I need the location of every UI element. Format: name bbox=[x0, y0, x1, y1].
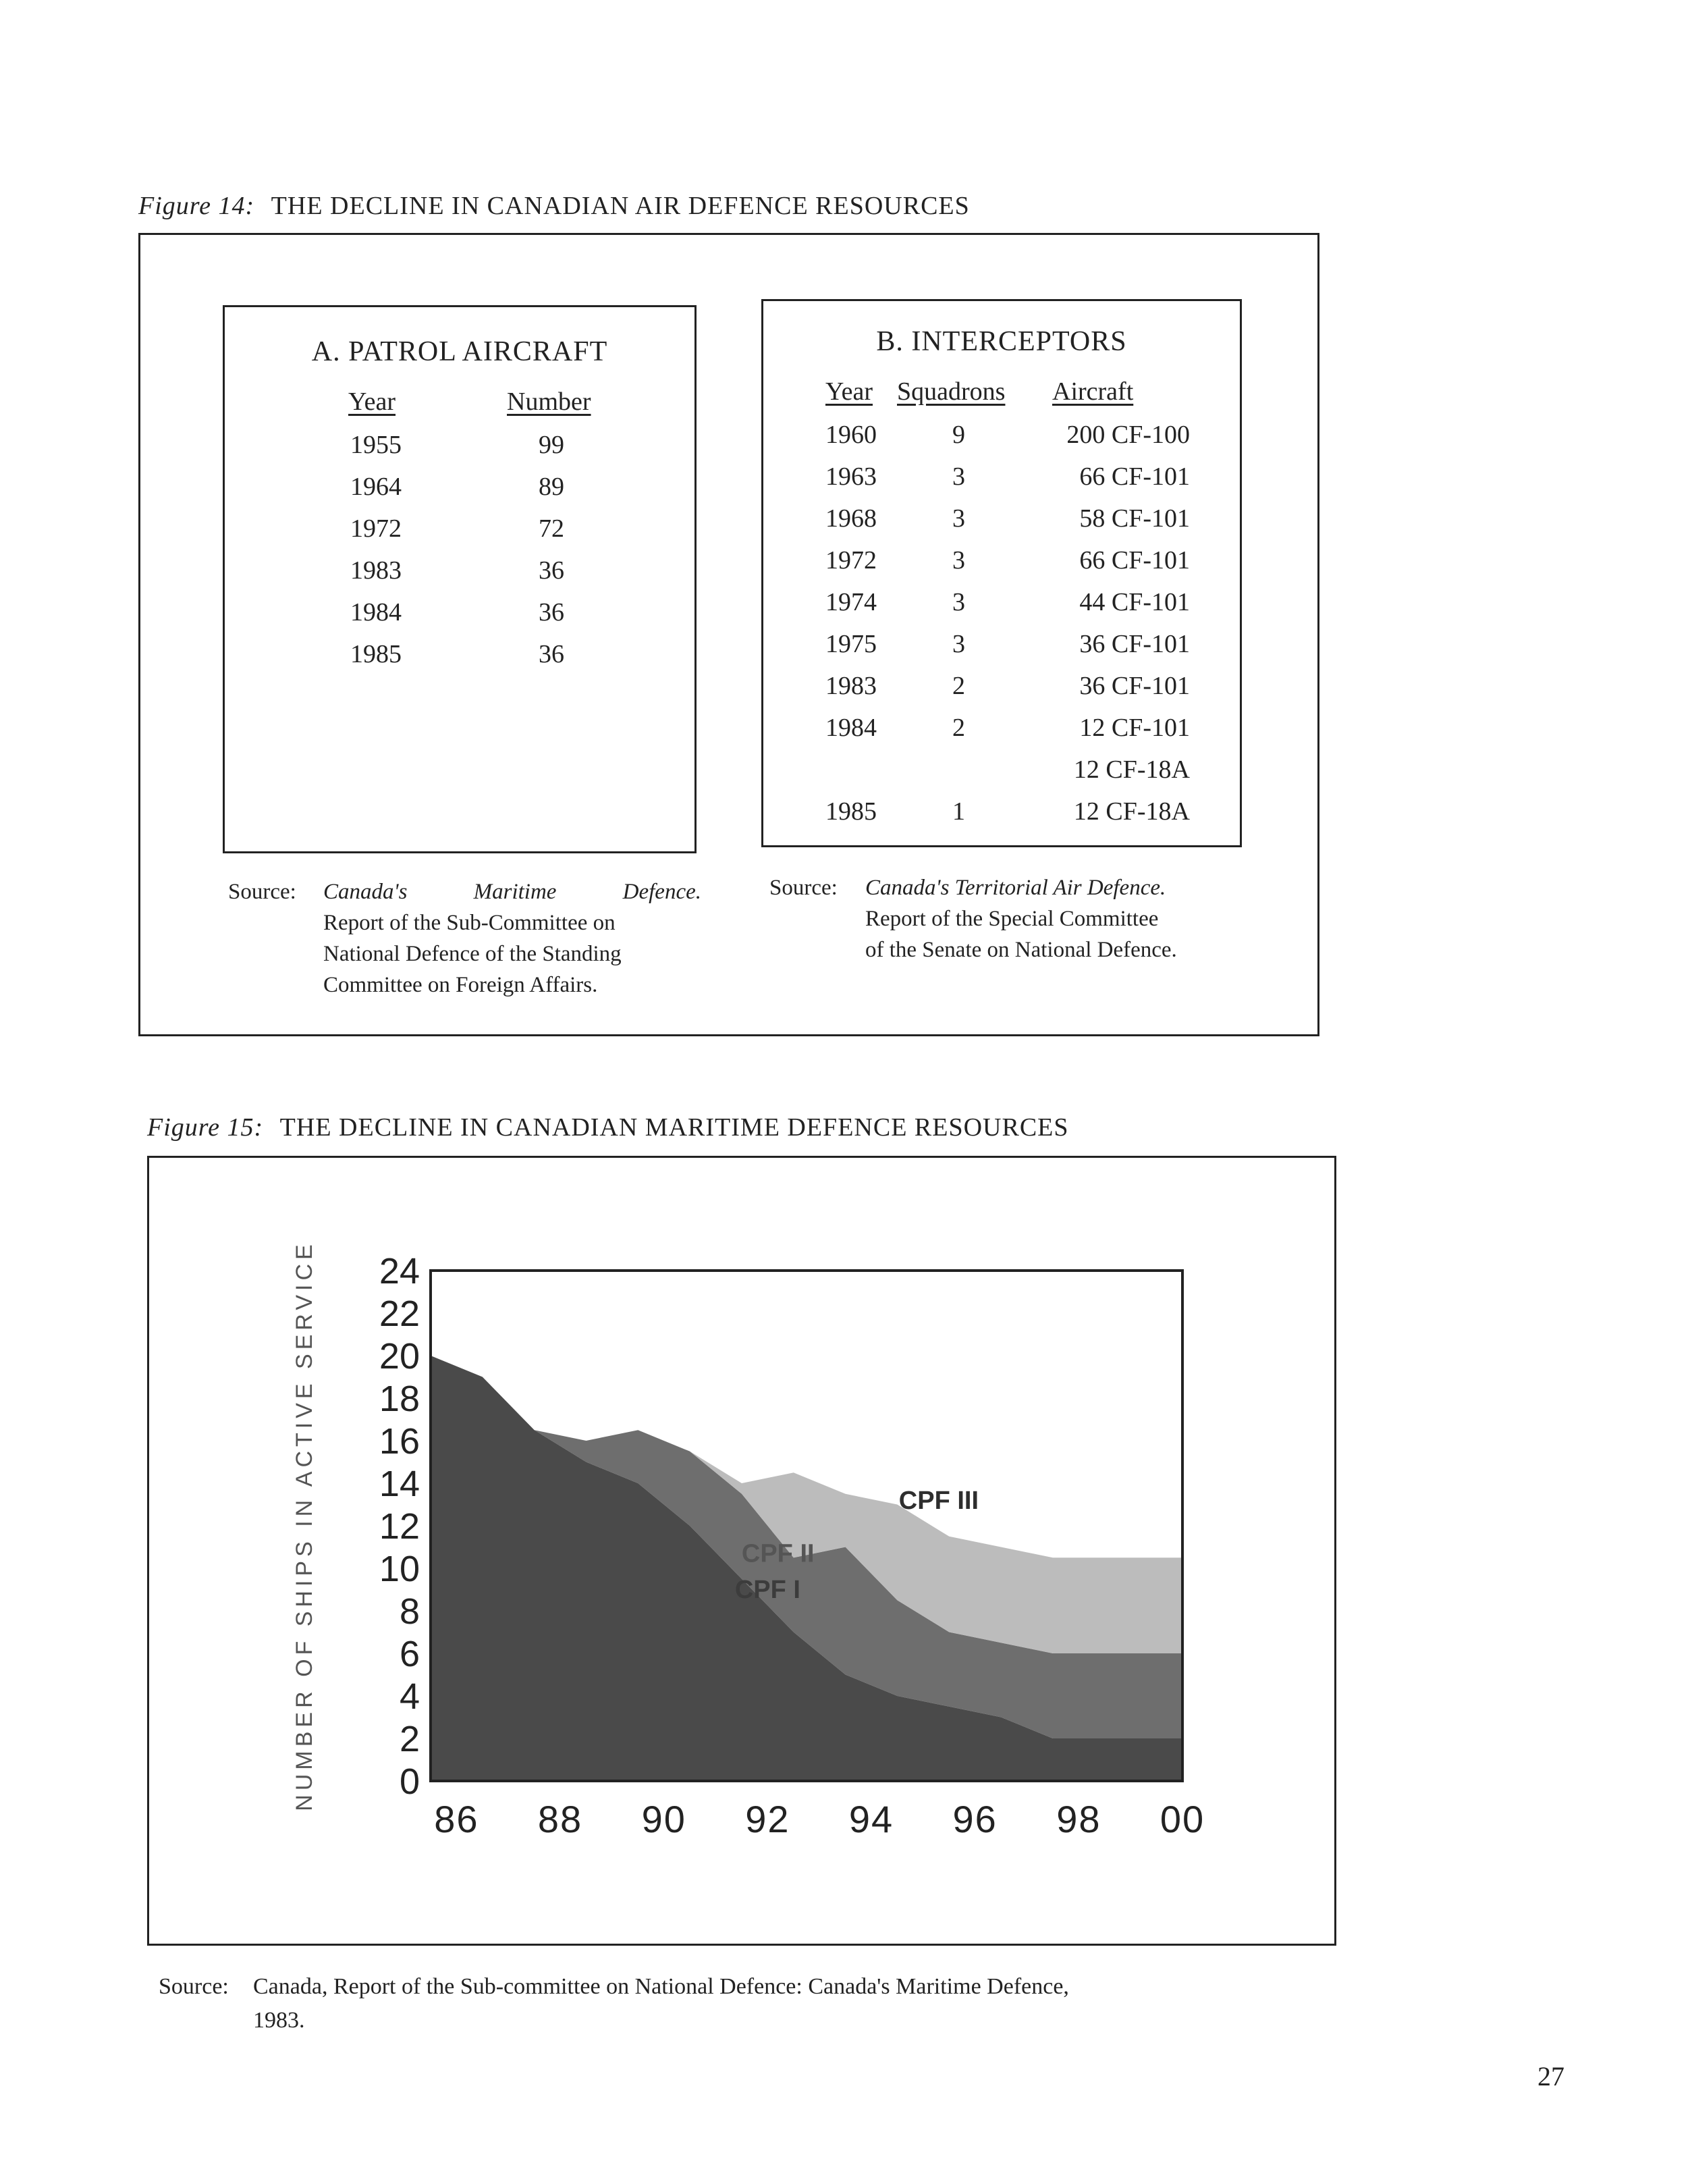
interceptor-year-cell: 1984 bbox=[825, 714, 877, 742]
figure15-source bbox=[159, 1970, 1306, 2044]
interceptor-year-cell: 1974 bbox=[825, 588, 877, 616]
interceptor-squadrons-cell: 3 bbox=[952, 630, 965, 658]
patrol-year-cell: 1983 bbox=[350, 556, 402, 585]
interceptor-year-cell: 1960 bbox=[825, 421, 877, 449]
patrol-header-year: Year bbox=[348, 388, 396, 416]
figure15-source-label: Source: bbox=[159, 1974, 229, 1999]
figure15-source-line-1: Canada, Report of the Sub-committee on National Defence: Canada's Maritime Defence, bbox=[253, 1974, 1069, 1999]
y-axis-label: NUMBER OF SHIPS IN ACTIVE SERVICE bbox=[292, 1240, 317, 1811]
y-tick-label: 14 bbox=[379, 1464, 420, 1504]
interceptors-source-label: Source: bbox=[769, 876, 838, 900]
interceptors-header-squadrons: Squadrons bbox=[897, 377, 1006, 406]
interceptors-title: B. INTERCEPTORS bbox=[876, 326, 1127, 357]
x-tick-label: 00 bbox=[1160, 1798, 1205, 1840]
patrol-source-line-2: National Defence of the Standing bbox=[323, 942, 622, 966]
y-tick-label: 16 bbox=[379, 1421, 420, 1462]
interceptor-squadrons-cell: 1 bbox=[952, 797, 965, 826]
patrol-year-cell: 1985 bbox=[350, 640, 402, 668]
interceptor-aircraft-cell: 200 CF-100 bbox=[1066, 421, 1190, 449]
patrol-number-cell: 36 bbox=[539, 598, 564, 627]
figure15-source-line-2: 1983. bbox=[253, 2008, 305, 2033]
interceptor-aircraft-cell: 12 CF-18A bbox=[1073, 755, 1190, 784]
y-tick-label: 2 bbox=[399, 1719, 420, 1759]
interceptor-aircraft-cell: 66 CF-101 bbox=[1079, 462, 1190, 491]
patrol-year-cell: 1984 bbox=[350, 598, 402, 627]
page-number: 27 bbox=[1537, 2061, 1564, 2092]
y-tick-label: 4 bbox=[399, 1676, 420, 1717]
y-tick-label: 10 bbox=[379, 1549, 420, 1589]
patrol-source-line-1: Report of the Sub-Committee on bbox=[323, 911, 616, 935]
patrol-source-label: Source: bbox=[228, 880, 296, 904]
patrol-year-cell: 1964 bbox=[350, 473, 402, 501]
x-tick-label: 94 bbox=[848, 1798, 894, 1840]
interceptors-panel bbox=[761, 299, 1242, 847]
patrol-number-cell: 72 bbox=[539, 514, 564, 543]
figure14-title-text: THE DECLINE IN CANADIAN AIR DEFENCE RESOURCES bbox=[271, 192, 970, 220]
interceptor-squadrons-cell: 3 bbox=[952, 462, 965, 491]
x-tick-label: 88 bbox=[537, 1798, 583, 1840]
y-tick-label: 8 bbox=[399, 1591, 420, 1632]
interceptors-header-aircraft: Aircraft bbox=[1052, 377, 1134, 406]
y-tick-label: 20 bbox=[379, 1336, 420, 1377]
x-tick-label: 98 bbox=[1056, 1798, 1101, 1840]
interceptor-squadrons-cell: 2 bbox=[952, 672, 965, 700]
label-cpf-iii: CPF III bbox=[898, 1486, 979, 1515]
patrol-aircraft-panel bbox=[223, 305, 697, 853]
figure14-title bbox=[138, 191, 970, 221]
patrol-source bbox=[228, 876, 701, 1011]
patrol-source-line-3: Committee on Foreign Affairs. bbox=[323, 973, 598, 997]
interceptors-source-title: Canada's Territorial Air Defence. bbox=[865, 876, 1166, 900]
interceptor-year-cell: 1985 bbox=[825, 797, 877, 826]
interceptors-source-line-1: Report of the Special Committee bbox=[865, 907, 1159, 931]
patrol-aircraft-title: A. PATROL AIRCRAFT bbox=[311, 336, 608, 367]
interceptor-year-cell: 1968 bbox=[825, 504, 877, 533]
patrol-year-cell: 1972 bbox=[350, 514, 402, 543]
patrol-source-title: Canada's Maritime Defence. bbox=[323, 880, 701, 904]
patrol-number-cell: 89 bbox=[539, 473, 564, 501]
interceptor-squadrons-cell: 3 bbox=[952, 546, 965, 575]
interceptors-source-line-2: of the Senate on National Defence. bbox=[865, 938, 1177, 962]
interceptor-aircraft-cell: 44 CF-101 bbox=[1079, 588, 1190, 616]
maritime-area-chart bbox=[256, 1235, 1228, 1857]
interceptor-aircraft-cell: 12 CF-101 bbox=[1079, 714, 1190, 742]
interceptor-squadrons-cell: 9 bbox=[952, 421, 965, 449]
interceptor-squadrons-cell: 3 bbox=[952, 588, 965, 616]
y-tick-label: 0 bbox=[399, 1761, 420, 1802]
y-tick-label: 18 bbox=[379, 1379, 420, 1419]
x-tick-label: 96 bbox=[952, 1798, 998, 1840]
interceptor-aircraft-cell: 12 CF-18A bbox=[1073, 797, 1190, 826]
interceptor-aircraft-cell: 58 CF-101 bbox=[1079, 504, 1190, 533]
y-tick-label: 22 bbox=[379, 1294, 420, 1334]
interceptor-squadrons-cell: 3 bbox=[952, 504, 965, 533]
interceptor-year-cell: 1963 bbox=[825, 462, 877, 491]
interceptors-header-year: Year bbox=[825, 377, 873, 406]
label-cpf-i: CPF I bbox=[734, 1576, 800, 1605]
y-tick-label: 12 bbox=[379, 1506, 420, 1547]
interceptor-aircraft-cell: 66 CF-101 bbox=[1079, 546, 1190, 575]
figure14-label: Figure 14: bbox=[138, 192, 255, 220]
interceptor-year-cell: 1975 bbox=[825, 630, 877, 658]
y-tick-label: 6 bbox=[399, 1634, 420, 1674]
patrol-header-number: Number bbox=[507, 388, 591, 416]
figure15-label: Figure 15: bbox=[147, 1113, 264, 1142]
label-cpf-ii: CPF II bbox=[741, 1539, 815, 1568]
figure15-title bbox=[147, 1113, 1069, 1142]
interceptor-year-cell: 1983 bbox=[825, 672, 877, 700]
figure15-title-text: THE DECLINE IN CANADIAN MARITIME DEFENCE RESOURCES bbox=[279, 1113, 1069, 1142]
interceptor-aircraft-cell: 36 CF-101 bbox=[1079, 630, 1190, 658]
interceptor-squadrons-cell: 2 bbox=[952, 714, 965, 742]
patrol-number-cell: 36 bbox=[539, 640, 564, 668]
patrol-number-cell: 99 bbox=[539, 431, 564, 459]
interceptor-aircraft-cell: 36 CF-101 bbox=[1079, 672, 1190, 700]
x-tick-label: 92 bbox=[745, 1798, 790, 1840]
patrol-number-cell: 36 bbox=[539, 556, 564, 585]
interceptors-source bbox=[769, 872, 1255, 980]
x-tick-label: 86 bbox=[434, 1798, 479, 1840]
patrol-year-cell: 1955 bbox=[350, 431, 402, 459]
x-tick-label: 90 bbox=[641, 1798, 686, 1840]
interceptor-year-cell: 1972 bbox=[825, 546, 877, 575]
y-tick-label: 24 bbox=[379, 1251, 420, 1291]
